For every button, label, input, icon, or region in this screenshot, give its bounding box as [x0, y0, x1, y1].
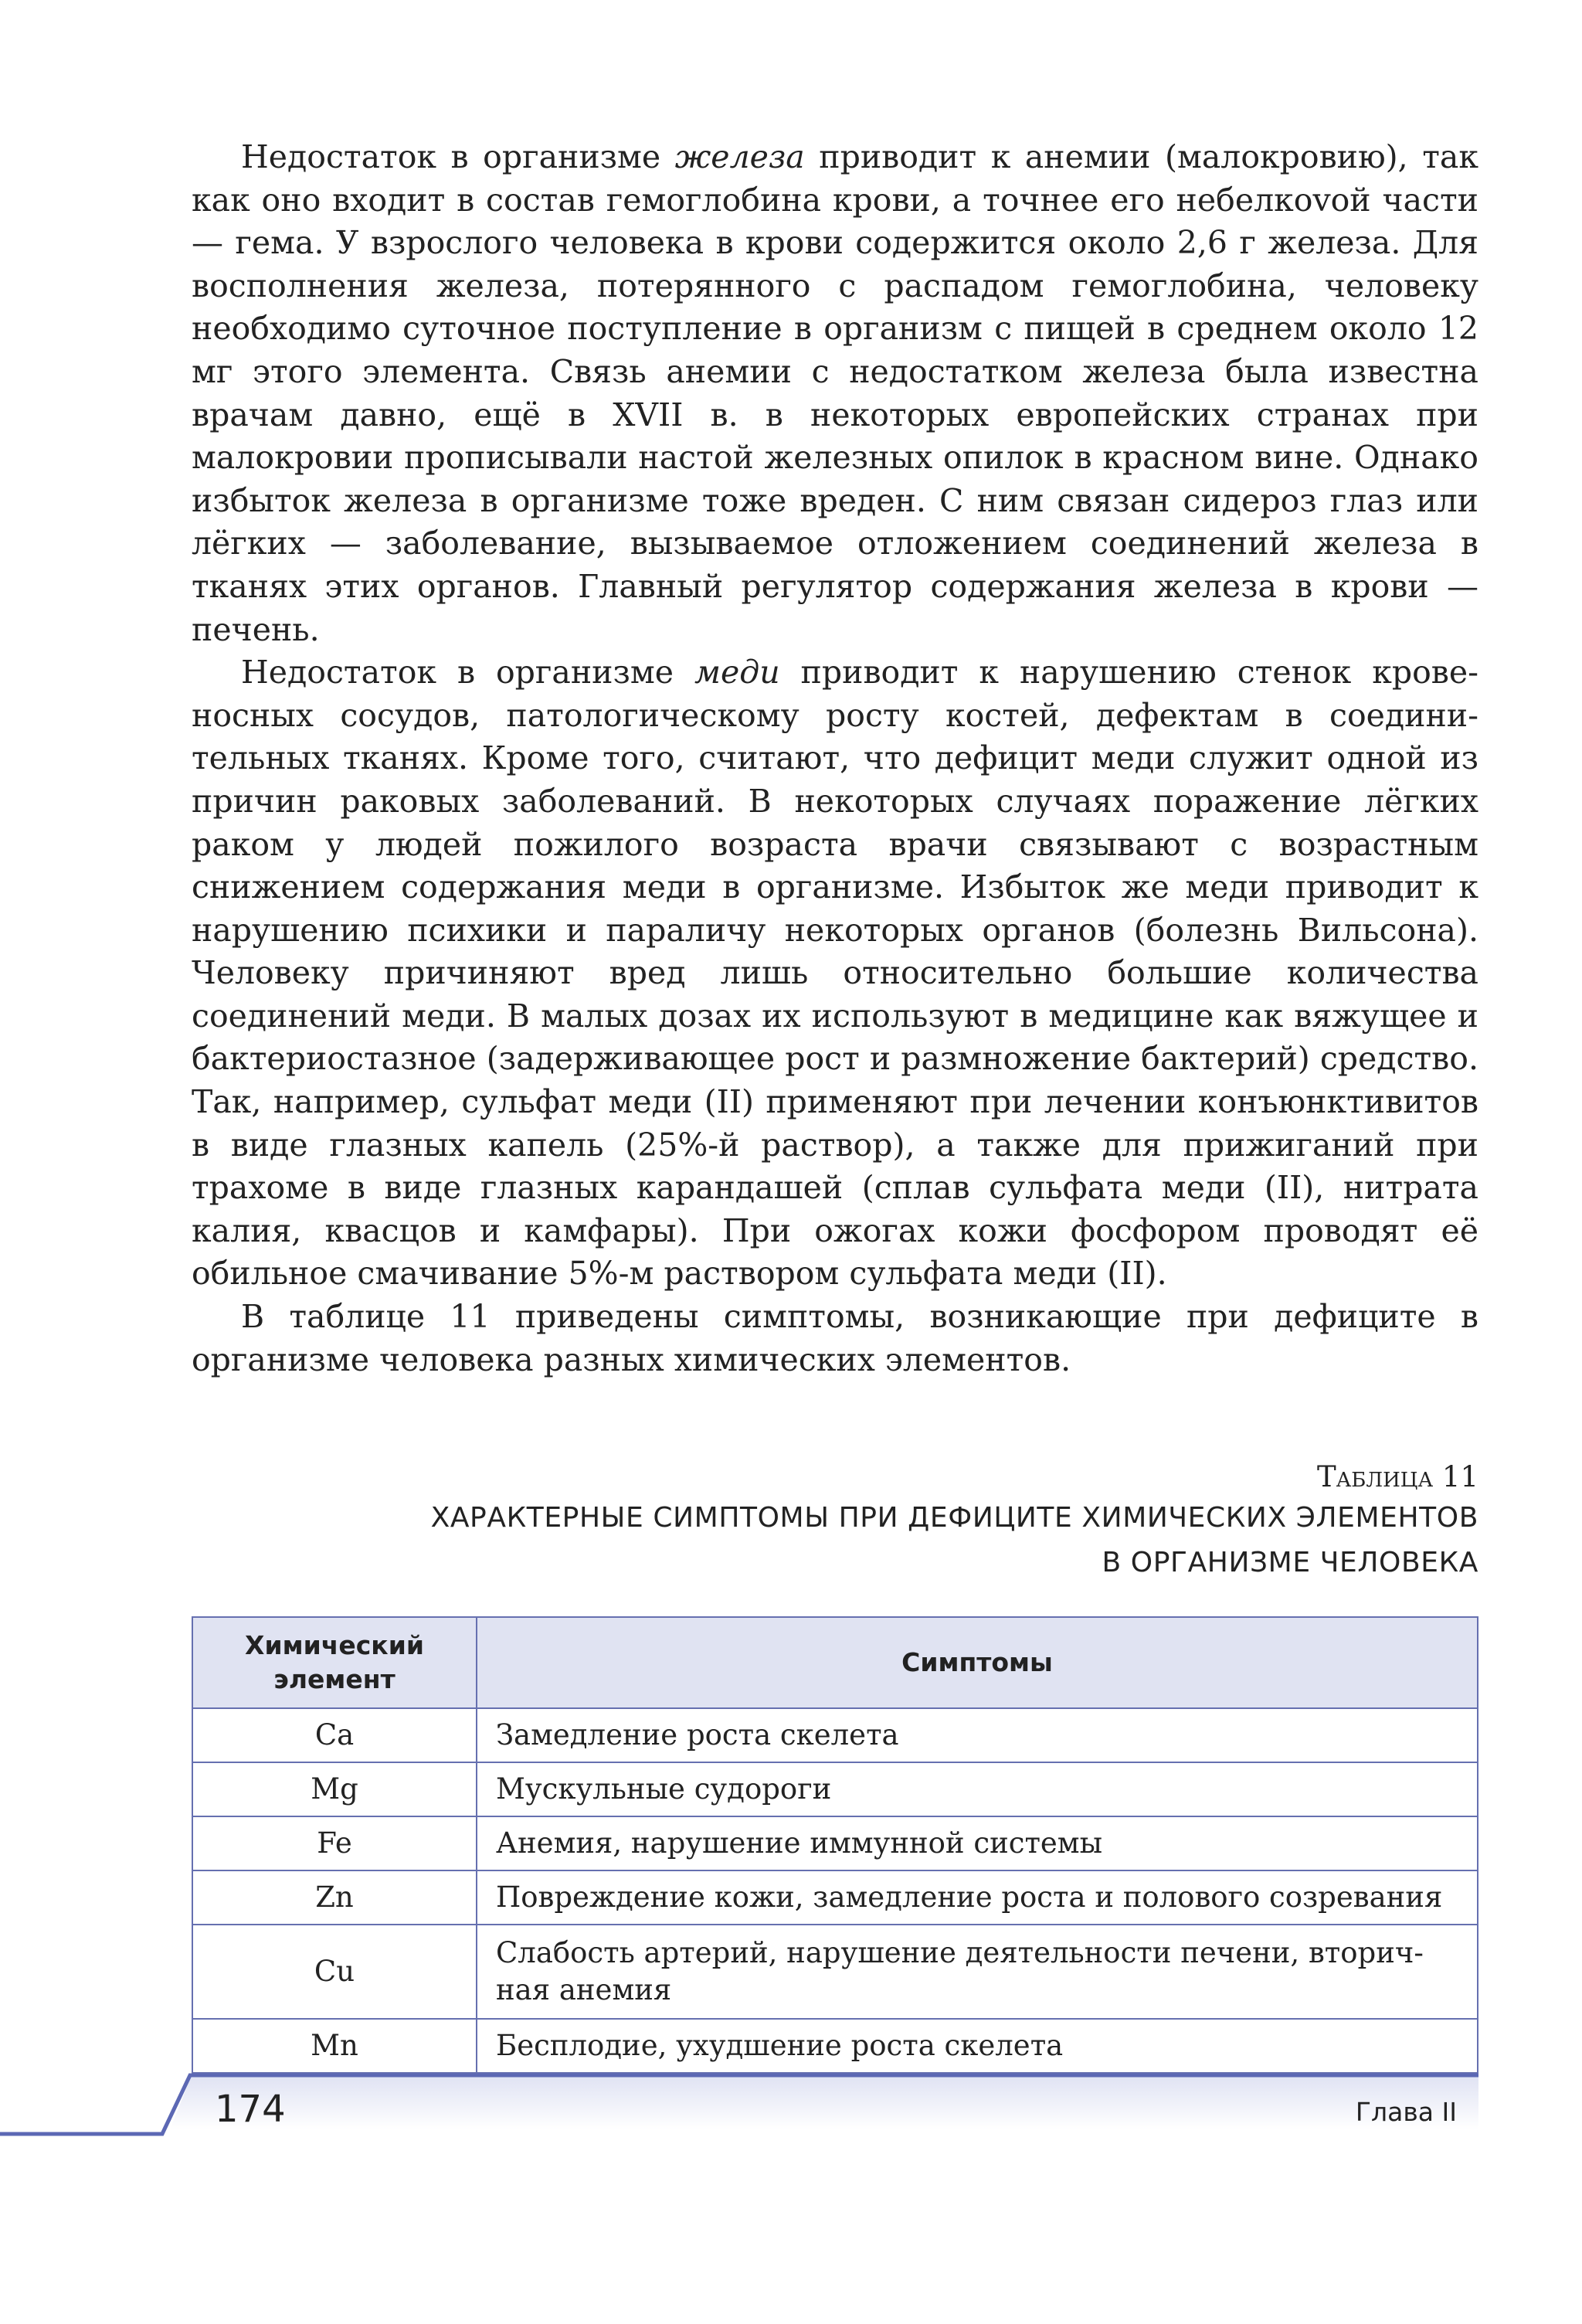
table-header-row [192, 1617, 1478, 1708]
table-caption [431, 1459, 1478, 1585]
iron-term: железа [674, 138, 805, 175]
table-title-line-1: ХАРАКТЕРНЫЕ СИМПТОМЫ ПРИ ДЕФИЦИТЕ ХИМИЧЕСКИХ ЭЛЕМЕНТОВ [430, 1502, 1478, 1534]
page-number: 174 [215, 2088, 286, 2131]
copper-text: приводит к нарушению стенок кровеносных сосудов, патологическому росту костей, дефектам в соединительных тканях. Кроме того, считают, что дефицит меди служит одной из причин раковых заболеваний. В некоторых случаях поражение лёгких раком у людей пожилого возраста врачи связывают с возрастным снижением содержания меди в организме. Избыток же меди приводит к нарушению психики и параличу некоторых органов (болезнь Вильсона). Человеку причиняют вред лишь относительно большие количества соединений меди. В малых дозах их используют в медицине как вяжущее и бактериостазное (задерживающее рост и размножение бактерий) средство. Так, например, сульфат меди (II) применяют при лечении конъюнктивитов в виде глазных капель (25%-й раствор), а также для прижиганий при трахоме в виде глазных карандашей (сплав сульфата меди (II), нитрата калия, квасцов и камфары). При ожогах кожи фосфором проводят её обильное смачивание 5%-м раствором сульфата меди (II). [192, 654, 1479, 1293]
symptoms-table [192, 1616, 1478, 2074]
iron-intro: Недостаток в организме [241, 138, 675, 175]
table-row [192, 1925, 1478, 2019]
paragraph-table-intro: В таблице 11 приведены симптомы, возникающие при дефиците в организме человека разных химических элементов. [192, 1298, 1478, 1378]
symptoms-cell: Мускульные судороги [477, 1762, 1478, 1816]
symptoms-cell: Замедление роста скелета [477, 1708, 1478, 1762]
footer-band [170, 2075, 1478, 2129]
iron-text: приводит к анемии (малокровию), так как оно входит в состав гемоглобина крови, а точнее его небелкоvой части — гема. У взрослого человека в крови содержится около 2,6 г железа. Для восполнения железа, потерянного с распадом гемоглобина, человеку необходимо суточное поступление в организм с пищей в среднем около 12 мг этого элемента. Связь анемии с недостатком железа была известна врачам давно, ещё в XVII в. в некоторых европейских странах при малокровии прописывали настой железных опилок в красном вине. Однако избыток железа в организме тоже вреден. С ним связан сидероз глаз или лёгких — заболевание, вызываемое отложением соединений железа в тканях этих органов. Главный регулятор содержания железа в крови — печень. [192, 138, 1478, 648]
element-cell: Zn [192, 1870, 477, 1925]
element-cell: Mn [192, 2019, 477, 2073]
element-cell: Mg [192, 1762, 477, 1816]
table-row [192, 1870, 1478, 1925]
symptoms-cell: Анемия, нарушение иммунной системы [477, 1816, 1478, 1870]
element-cell: Ca [192, 1708, 477, 1762]
table-number: Таблица 11 [1316, 1460, 1478, 1493]
element-cell: Cu [192, 1925, 477, 2019]
header-symptoms: Симптомы [477, 1617, 1478, 1708]
copper-term: меди [694, 654, 780, 691]
header-element: Химический элемент [192, 1617, 477, 1708]
table-row [192, 2019, 1478, 2073]
table-row [192, 1762, 1478, 1816]
symptoms-cell: Повреждение кожи, замедление роста и полового созревания [477, 1870, 1478, 1925]
element-cell: Fe [192, 1816, 477, 1870]
symptoms-cell: Слабость артерий, нарушение деятельности печени, вторичная анемия [477, 1925, 1478, 2019]
table-row [192, 1816, 1478, 1870]
symptoms-cell: Бесплодие, ухудшение роста скелета [477, 2019, 1478, 2073]
paragraph-iron [192, 136, 1478, 651]
table-row [192, 1708, 1478, 1762]
main-text [192, 136, 1478, 1381]
table-title-line-2: В ОРГАНИЗМЕ ЧЕЛОВЕКА [1102, 1547, 1478, 1578]
copper-intro: Недостаток в организме [241, 654, 694, 691]
chapter-label: Глава II [1355, 2097, 1457, 2127]
paragraph-copper [192, 651, 1478, 1296]
